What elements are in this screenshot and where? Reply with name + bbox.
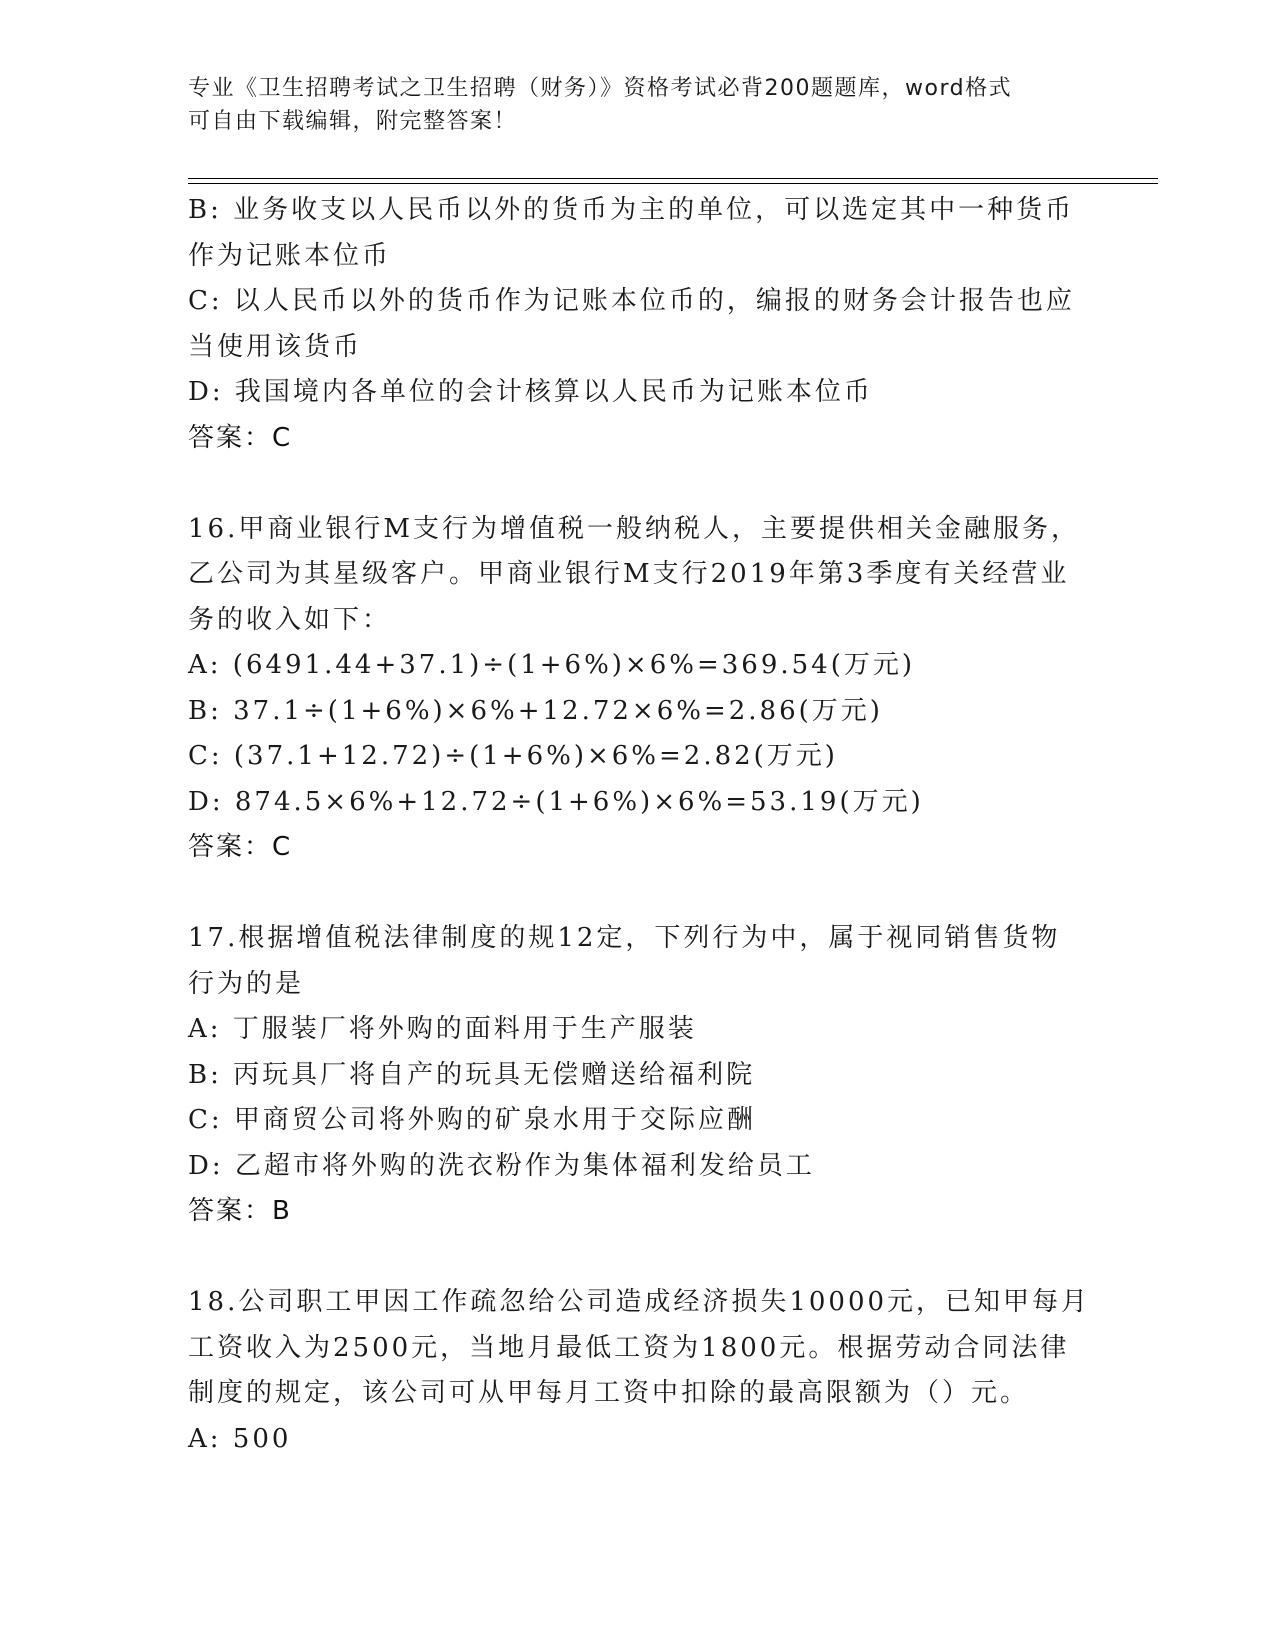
option-c-line-2: 当使用该货币 <box>188 331 363 362</box>
option-b-line-2: 作为记账本位币 <box>188 240 392 271</box>
header-rule-bottom <box>188 183 1158 184</box>
document-body <box>188 188 1091 1462</box>
question-18-stem-line-3: 制度的规定，该公司可从甲每月工资中扣除的最高限额为（）元。 <box>188 1378 1030 1408</box>
option-b-line-1: B: 业务收支以人民币以外的货币为主的单位，可以选定其中一种货币 <box>188 195 1075 225</box>
question-15-continued <box>188 188 1088 461</box>
question-16-stem-line-3: 务的收入如下： <box>188 604 392 635</box>
question-16-stem-line-2: 乙公司为其星级客户。甲商业银行M支行2019年第3季度有关经营业 <box>188 559 1070 589</box>
question-17-option-d: D: 乙超市将外购的洗衣粉作为集体福利发给员工 <box>188 1150 815 1181</box>
spacer <box>188 1235 1088 1281</box>
header-title-line-1: 专业《卫生招聘考试之卫生招聘（财务）》资格考试必背200题题库，word格式 <box>188 76 1013 101</box>
question-17-option-a: A: 丁服装厂将外购的面料用于生产服装 <box>188 1014 697 1044</box>
header-rule-top <box>188 178 1158 179</box>
question-18 <box>188 1280 1091 1462</box>
question-17-stem-line-1: 17.根据增值税法律制度的规12定，下列行为中，属于视同销售货物 <box>188 923 1061 953</box>
spacer <box>188 871 1088 917</box>
question-16-option-b: B: 37.1÷(1+6%)×6%+12.72×6%=2.86(万元) <box>188 695 883 726</box>
question-17-option-b: B: 丙玩具厂将自产的玩具无偿赠送给福利院 <box>188 1059 756 1090</box>
question-18-stem-line-1: 18.公司职工甲因工作疏忽给公司造成经济损失10000元，已知甲每月 <box>188 1287 1091 1317</box>
option-d-line-1: D: 我国境内各单位的会计核算以人民币为记账本位币 <box>188 377 873 407</box>
option-c-line-1: C: 以人民币以外的货币作为记账本位币的，编报的财务会计报告也应 <box>188 286 1075 316</box>
question-17-stem-line-2: 行为的是 <box>188 968 305 999</box>
spacer <box>188 461 1088 507</box>
question-16 <box>188 507 1088 871</box>
answer-label: 答案：C <box>188 422 293 453</box>
question-16-option-a: A: (6491.44+37.1)÷(1+6%)×6%=369.54(万元) <box>188 650 916 680</box>
question-17-answer: 答案：B <box>188 1196 292 1226</box>
question-16-option-d: D: 874.5×6%+12.72÷(1+6%)×6%=53.19(万元) <box>188 786 924 817</box>
question-16-stem-line-1: 16.甲商业银行M支行为增值税一般纳税人，主要提供相关金融服务， <box>188 513 1080 544</box>
question-18-stem-line-2: 工资收入为2500元，当地月最低工资为1800元。根据劳动合同法律 <box>188 1332 1070 1363</box>
document-header <box>188 72 1068 138</box>
question-18-option-a: A: 500 <box>188 1423 292 1454</box>
question-16-option-c: C: (37.1+12.72)÷(1+6%)×6%=2.82(万元) <box>188 741 838 771</box>
question-17-option-c: C: 甲商贸公司将外购的矿泉水用于交际应酬 <box>188 1105 756 1135</box>
question-16-answer: 答案：C <box>188 832 293 862</box>
question-17 <box>188 916 1088 1235</box>
header-title-line-2: 可自由下载编辑，附完整答案！ <box>188 109 518 134</box>
